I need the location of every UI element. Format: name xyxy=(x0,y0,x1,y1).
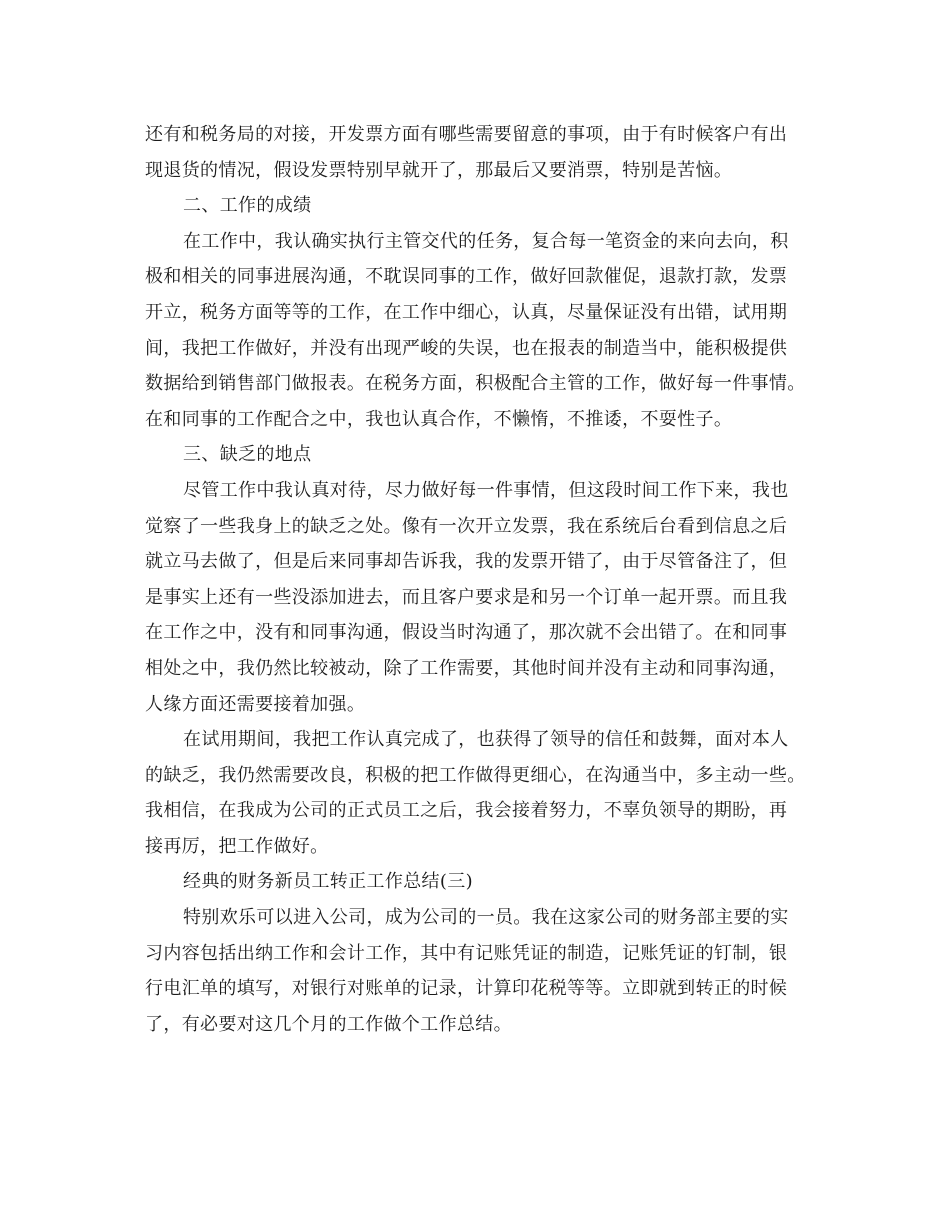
section-heading: 三、缺乏的地点 xyxy=(183,444,312,466)
text-line: 在和同事的工作配合之中，我也认真合作，不懒惰，不推诿，不耍性子。 xyxy=(145,408,733,430)
section-heading: 二、工作的成绩 xyxy=(183,195,312,217)
text-line: 接再厉，把工作做好。 xyxy=(145,835,329,857)
text-line: 特别欢乐可以进入公司，成为公司的一员。我在这家公司的财务部主要的实 xyxy=(183,907,789,929)
text-line: 就立马去做了，但是后来同事却告诉我，我的发票开错了，由于尽管备注了，但 xyxy=(145,551,788,573)
text-line: 相处之中，我仍然比较被动，除了工作需要，其他时间并没有主动和同事沟通， xyxy=(145,657,788,679)
text-line: 尽管工作中我认真对待，尽力做好每一件事情，但这段时间工作下来，我也 xyxy=(183,479,789,501)
text-line: 是事实上还有一些没添加进去，而且客户要求是和另一个订单一起开票。而且我 xyxy=(145,586,788,608)
text-line: 觉察了一些我身上的缺乏之处。像有一次开立发票，我在系统后台看到信息之后 xyxy=(145,515,788,537)
text-line: 了，有必要对这几个月的工作做个工作总结。 xyxy=(145,1013,512,1035)
text-line: 现退货的情况，假设发票特别早就开了，那最后又要消票，特别是苦恼。 xyxy=(145,159,733,181)
text-line: 在试用期间，我把工作认真完成了，也获得了领导的信任和鼓舞，面对本人 xyxy=(183,729,789,751)
text-line: 开立，税务方面等等的工作，在工作中细心，认真，尽量保证没有出错，试用期 xyxy=(145,301,788,323)
text-line: 的缺乏，我仍然需要改良，积极的把工作做得更细心，在沟通当中，多主动一些。 xyxy=(145,764,806,786)
text-line: 间，我把工作做好，并没有出现严峻的失误，也在报表的制造当中，能积极提供 xyxy=(145,337,788,359)
text-line: 我相信，在我成为公司的正式员工之后，我会接着努力，不辜负领导的期盼，再 xyxy=(145,800,788,822)
text-line: 行电汇单的填写，对银行对账单的记录，计算印花税等等。立即就到转正的时候 xyxy=(145,978,788,1000)
document-body xyxy=(145,117,810,1042)
text-line: 还有和税务局的对接，开发票方面有哪些需要留意的事项，由于有时候客户有出 xyxy=(145,124,788,145)
section-heading: 经典的财务新员工转正工作总结(三) xyxy=(183,871,473,893)
text-line: 极和相关的同事进展沟通，不耽误同事的工作，做好回款催促，退款打款，发票 xyxy=(145,266,788,288)
text-line: 习内容包括出纳工作和会计工作，其中有记账凭证的制造，记账凭证的钉制，银 xyxy=(145,942,788,964)
text-line: 数据给到销售部门做报表。在税务方面，积极配合主管的工作，做好每一件事情。 xyxy=(145,373,806,395)
text-line: 在工作中，我认确实执行主管交代的任务，复合每一笔资金的来向去向，积 xyxy=(183,230,789,252)
text-line: 人缘方面还需要接着加强。 xyxy=(145,693,366,715)
text-line: 在工作之中，没有和同事沟通，假设当时沟通了，那次就不会出错了。在和同事 xyxy=(145,622,788,644)
